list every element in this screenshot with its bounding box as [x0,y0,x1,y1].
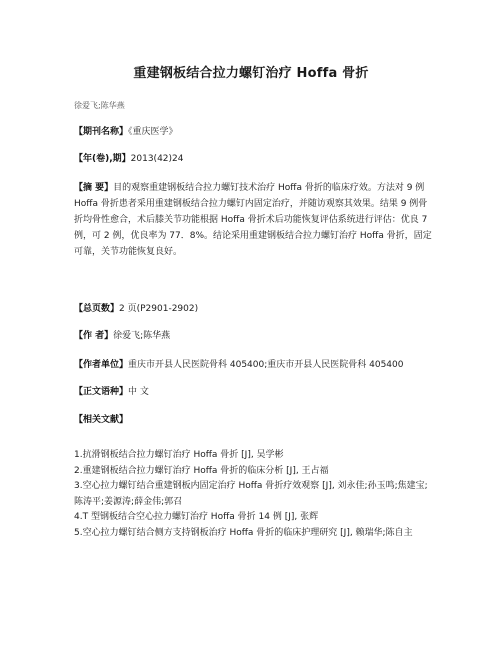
related-heading [74,412,436,428]
related-label: 【相关文献】 [74,415,129,425]
authors-value: 徐爱飞;陈华燕 [113,331,171,341]
journal-label: 【期刊名称】 [74,127,129,137]
pages-value: 2 页(P2901-2902) [119,304,199,314]
references-block [74,448,436,541]
language-value: 中 文 [128,387,149,397]
language-label: 【正文语种】 [74,387,129,397]
authors-label: 【作 者】 [74,331,114,341]
year-label: 【年(卷),期】 [74,154,131,164]
pages-label: 【总页数】 [74,304,120,314]
byline: 徐爱飞;陈华燕 [74,101,125,110]
reference-item-5[interactable]: 5.空心拉力螺钉结合侧方支持钢板治疗 Hoffa 骨折的临床护理研究 [J], 赖瑞华;陈自主 [74,527,413,538]
authors-field [74,328,436,344]
affiliation-label: 【作者单位】 [74,360,129,370]
reference-item-2[interactable]: 2.重建钢板结合拉力螺钉治疗 Hoffa 骨折的临床分析 [J], 王占福 [74,465,329,476]
affiliation-field [74,357,436,373]
pages-field [74,301,436,317]
reference-item-1[interactable]: 1.抗滑钢板结合拉力螺钉治疗 Hoffa 骨折 [J], 吴学彬 [74,450,284,460]
affiliation-value: 重庆市开县人民医院骨科 405400;重庆市开县人民医院骨科 405400 [128,360,404,370]
reference-item-3[interactable]: 3.空心拉力螺钉结合重建钢板内固定治疗 Hoffa 骨折疗效观察 [J], 刘永佳;孙玉鸣;焦建宝;陈涛平;姜源涛;薛金伟;郭召 [74,481,428,507]
document-title: 重建钢板结合拉力螺钉治疗 Hoffa 骨折 [133,66,369,81]
abstract-text: 目的观察重建钢板结合拉力螺钉技术治疗 Hoffa 骨折的临床疗效。方法对 9 例 Hoffa 骨折患者采用重建钢板结合拉力螺钉内固定治疗，并随访观察其效果。结果 9 例骨折均骨性愈合，术后膝关节功能根据 Hoffa 骨折术后功能恢复评估系统进行评估：优良 7 例，可 2 例，优良率为 77．8%。结论采用重建钢板结合拉力螺钉治疗 Hoffa 骨折，固定可靠，关节功能恢复良好。 [74,183,432,257]
reference-list [74,448,436,541]
abstract-field [74,180,436,260]
journal-value: 《重庆医学》 [128,127,178,137]
reference-item-4[interactable]: 4.T 型钢板结合空心拉力螺钉治疗 Hoffa 骨折 14 例 [J], 张辉 [74,512,319,522]
journal-field [74,124,436,140]
language-field [74,384,436,400]
year-value: 2013(42)24 [130,154,184,164]
year-field [74,151,436,167]
abstract-label: 【摘 要】 [74,183,114,193]
